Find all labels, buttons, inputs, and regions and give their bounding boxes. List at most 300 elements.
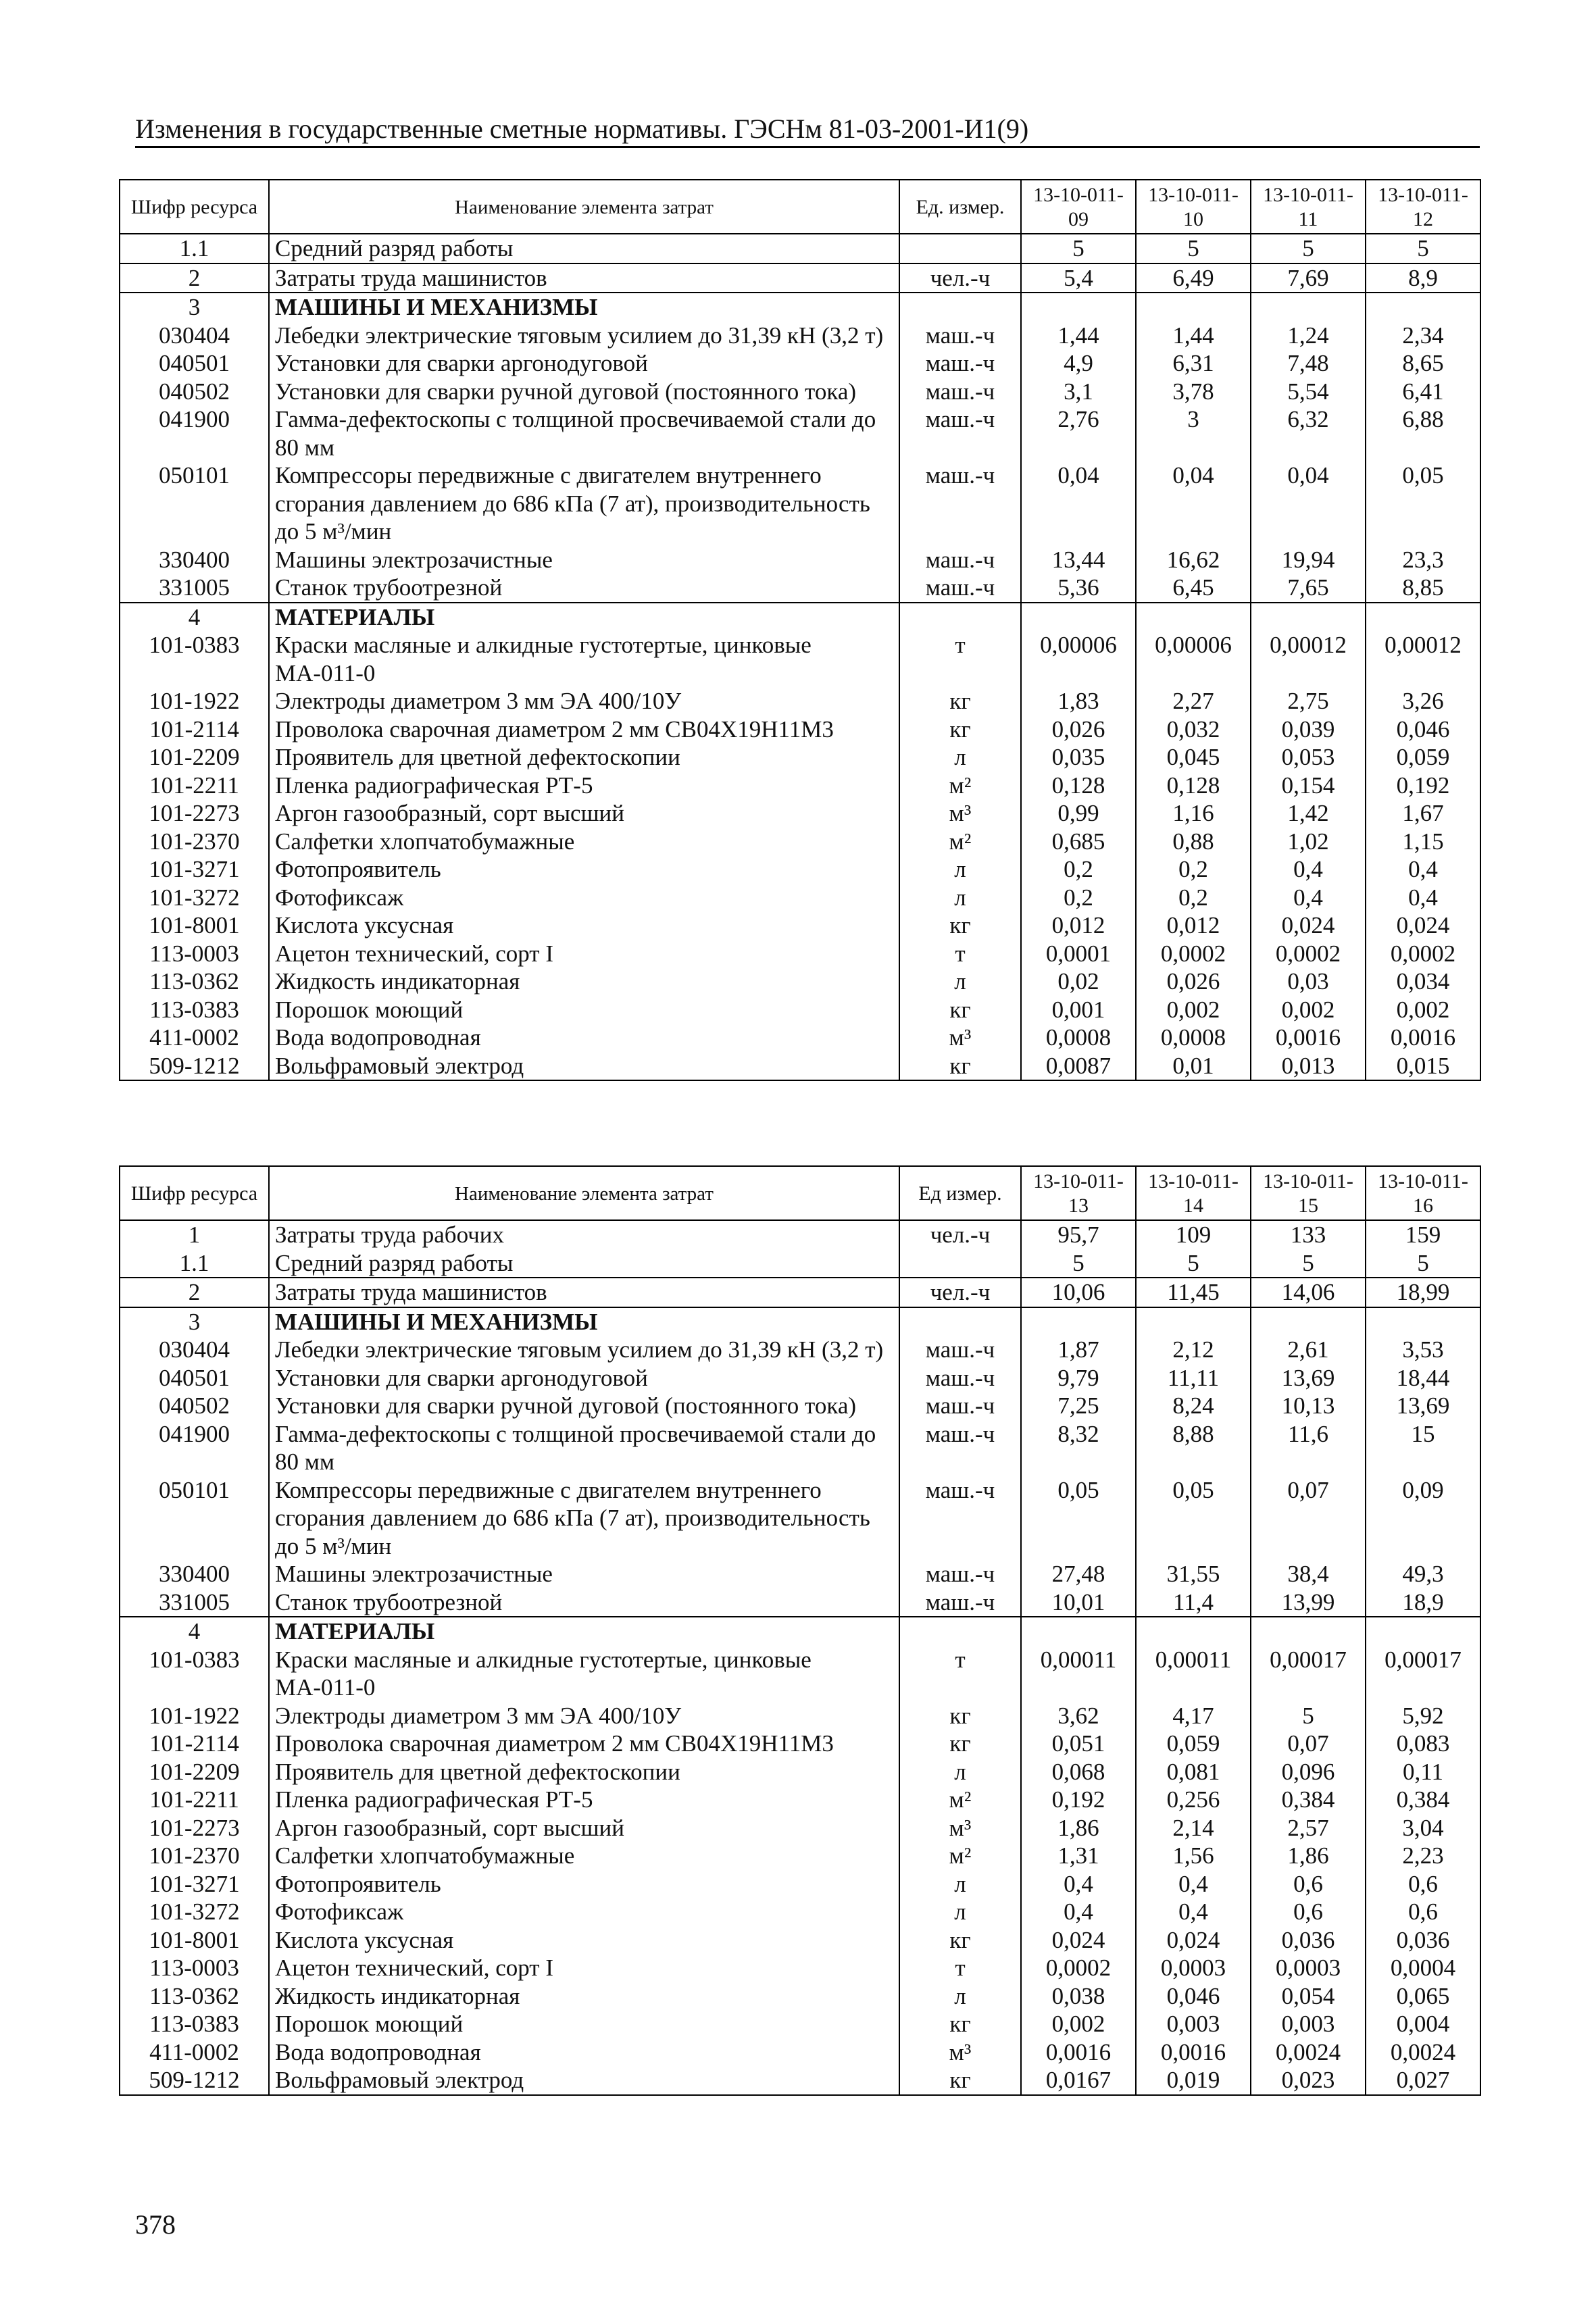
cost-element-name-cell: Аргон газообразный, сорт высший: [269, 799, 899, 828]
norm-value-cell: 0,0024: [1251, 2038, 1366, 2067]
norm-value-cell: 5,54: [1251, 378, 1366, 406]
cost-element-name-cell: Салфетки хлопчатобумажные: [269, 1842, 899, 1870]
norm-value-cell: 0,0003: [1136, 1954, 1251, 1982]
cost-element-name-cell: Гамма-дефектоскопы с толщиной просвечиваемой стали до 80 мм: [269, 1420, 899, 1476]
norm-value-cell: 0,051: [1021, 1730, 1136, 1758]
norm-value-cell: 5: [1021, 234, 1136, 263]
unit-cell: [899, 1617, 1021, 1646]
norm-value-cell: 7,65: [1251, 574, 1366, 603]
unit-cell: кг: [899, 1052, 1021, 1081]
column-header-norm: 13-10-011-11: [1251, 180, 1366, 234]
unit-cell: маш.-ч: [899, 322, 1021, 350]
unit-cell: маш.-ч: [899, 1420, 1021, 1476]
norm-value-cell: 1,24: [1251, 322, 1366, 350]
norm-value-cell: 15: [1366, 1420, 1480, 1476]
cost-element-name-cell: Станок трубоотрезной: [269, 574, 899, 603]
resource-code-cell: 4: [120, 1617, 269, 1646]
unit-cell: л: [899, 743, 1021, 772]
norm-value-cell: 0,0002: [1251, 940, 1366, 968]
table-row: [120, 1024, 1480, 1052]
table-row: [120, 1249, 1480, 1278]
column-header-unit: Ед измер.: [899, 1166, 1021, 1220]
norm-value-cell: 0,019: [1136, 2066, 1251, 2095]
unit-cell: т: [899, 631, 1021, 687]
norm-value-cell: 0,024: [1251, 911, 1366, 940]
norm-value-cell: 0,036: [1366, 1926, 1480, 1955]
table-row: [120, 2038, 1480, 2067]
column-header-norm: 13-10-011-14: [1136, 1166, 1251, 1220]
table-row: [120, 1814, 1480, 1842]
norm-value-cell: 0,04: [1251, 461, 1366, 546]
unit-cell: кг: [899, 2010, 1021, 2038]
norm-value-cell: 0,88: [1136, 828, 1251, 856]
unit-cell: м²: [899, 772, 1021, 800]
table-row: [120, 1336, 1480, 1364]
norm-value-cell: 0,04: [1021, 461, 1136, 546]
resource-code-cell: 101-2209: [120, 1758, 269, 1786]
resource-code-cell: 101-1922: [120, 1702, 269, 1730]
norm-value-cell: 0,0024: [1366, 2038, 1480, 2067]
unit-cell: маш.-ч: [899, 1336, 1021, 1364]
resource-code-cell: 030404: [120, 322, 269, 350]
table-row: [120, 828, 1480, 856]
unit-cell: кг: [899, 1702, 1021, 1730]
norm-value-cell: 0,0002: [1366, 940, 1480, 968]
norm-value-cell: 49,3: [1366, 1560, 1480, 1588]
norm-value-cell: 10,06: [1021, 1278, 1136, 1307]
norm-value-cell: 0,001: [1021, 996, 1136, 1024]
table-row: [120, 1560, 1480, 1588]
cost-element-name-cell: Порошок моющий: [269, 996, 899, 1024]
resource-code-cell: 113-0003: [120, 1954, 269, 1982]
norm-value-cell: 0,00017: [1251, 1646, 1366, 1702]
table-row: [120, 967, 1480, 996]
resource-code-cell: 040501: [120, 1364, 269, 1392]
norm-value-cell: [1021, 1307, 1136, 1336]
cost-element-name-cell: Ацетон технический, сорт I: [269, 940, 899, 968]
resource-code-cell: 101-3272: [120, 1898, 269, 1926]
norm-value-cell: 8,88: [1136, 1420, 1251, 1476]
column-header-code: Шифр ресурса: [120, 180, 269, 234]
norm-value-cell: 0,0004: [1366, 1954, 1480, 1982]
resource-code-cell: 113-0383: [120, 2010, 269, 2038]
norm-value-cell: 31,55: [1136, 1560, 1251, 1588]
resource-code-cell: 113-0362: [120, 1982, 269, 2011]
norm-value-cell: 0,0003: [1251, 1954, 1366, 1982]
cost-element-name-cell: Проявитель для цветной дефектоскопии: [269, 1758, 899, 1786]
norm-value-cell: [1366, 603, 1480, 632]
page-number: 378: [135, 2209, 176, 2240]
norm-value-cell: 11,45: [1136, 1278, 1251, 1307]
cost-element-name-cell: Вода водопроводная: [269, 2038, 899, 2067]
cost-element-name-cell: Фотофиксаж: [269, 884, 899, 912]
resource-code-cell: 101-2211: [120, 1786, 269, 1814]
norm-value-cell: 0,053: [1251, 743, 1366, 772]
resource-code-cell: 101-3272: [120, 884, 269, 912]
norm-value-cell: 5: [1251, 234, 1366, 263]
norm-value-cell: 0,6: [1251, 1870, 1366, 1898]
cost-element-name-cell: Установки для сварки аргонодуговой: [269, 349, 899, 378]
norm-value-cell: 3,26: [1366, 687, 1480, 715]
table-row: [120, 911, 1480, 940]
norm-value-cell: 0,07: [1251, 1476, 1366, 1561]
norm-value-cell: 0,065: [1366, 1982, 1480, 2011]
norm-value-cell: 0,384: [1366, 1786, 1480, 1814]
unit-cell: кг: [899, 2066, 1021, 2095]
norm-value-cell: 0,2: [1021, 855, 1136, 884]
column-header-norm: 13-10-011-09: [1021, 180, 1136, 234]
table-row: [120, 1646, 1480, 1702]
cost-element-name-cell: Кислота уксусная: [269, 1926, 899, 1955]
table-row: [120, 1926, 1480, 1955]
table-row: [120, 1392, 1480, 1420]
resource-code-cell: 411-0002: [120, 2038, 269, 2067]
norm-value-cell: 19,94: [1251, 546, 1366, 574]
norm-value-cell: 159: [1366, 1220, 1480, 1249]
resource-code-cell: 030404: [120, 1336, 269, 1364]
norm-value-cell: 8,32: [1021, 1420, 1136, 1476]
norm-value-cell: 133: [1251, 1220, 1366, 1249]
norm-value-cell: 0,6: [1366, 1898, 1480, 1926]
unit-cell: [899, 603, 1021, 632]
norm-value-cell: 0,0087: [1021, 1052, 1136, 1081]
page-header: Изменения в государственные сметные нормативы. ГЭСНм 81-03-2001-И1(9): [135, 114, 1480, 148]
table-row: [120, 772, 1480, 800]
resource-code-cell: 040501: [120, 349, 269, 378]
cost-element-name-cell: Жидкость индикаторная: [269, 1982, 899, 2011]
resource-code-cell: 101-2209: [120, 743, 269, 772]
table-row: [120, 461, 1480, 546]
norm-value-cell: 5: [1251, 1249, 1366, 1278]
table-row: [120, 1364, 1480, 1392]
column-header-norm: 13-10-011-13: [1021, 1166, 1136, 1220]
table-row: [120, 1220, 1480, 1249]
norm-value-cell: [1021, 293, 1136, 322]
unit-cell: м³: [899, 799, 1021, 828]
norm-value-cell: [1366, 1307, 1480, 1336]
norm-value-cell: 5,4: [1021, 263, 1136, 293]
norm-value-cell: 0,068: [1021, 1758, 1136, 1786]
column-header-norm: 13-10-011-10: [1136, 180, 1251, 234]
resource-code-cell: 101-3271: [120, 1870, 269, 1898]
table-row: [120, 799, 1480, 828]
norm-value-cell: 0,046: [1136, 1982, 1251, 2011]
norm-value-cell: 0,045: [1136, 743, 1251, 772]
unit-cell: чел.-ч: [899, 263, 1021, 293]
norm-value-cell: 0,02: [1021, 967, 1136, 996]
resource-code-cell: 101-2273: [120, 799, 269, 828]
norm-value-cell: 95,7: [1021, 1220, 1136, 1249]
norm-value-cell: 0,192: [1366, 772, 1480, 800]
norm-value-cell: 5: [1136, 1249, 1251, 1278]
norm-value-cell: 0,002: [1136, 996, 1251, 1024]
norm-value-cell: 6,31: [1136, 349, 1251, 378]
norm-value-cell: 0,00012: [1366, 631, 1480, 687]
unit-cell: т: [899, 1954, 1021, 1982]
norm-value-cell: 6,41: [1366, 378, 1480, 406]
cost-element-name-cell: Проволока сварочная диаметром 2 мм СВ04Х19Н11М3: [269, 715, 899, 744]
norm-value-cell: 11,4: [1136, 1588, 1251, 1617]
table-row: [120, 603, 1480, 632]
table-row: [120, 1730, 1480, 1758]
table-row: [120, 940, 1480, 968]
cost-element-name-cell: Лебедки электрические тяговым усилием до 31,39 кН (3,2 т): [269, 1336, 899, 1364]
unit-cell: кг: [899, 996, 1021, 1024]
cost-element-name-cell: Аргон газообразный, сорт высший: [269, 1814, 899, 1842]
unit-cell: маш.-ч: [899, 461, 1021, 546]
cost-element-name-cell: МАТЕРИАЛЫ: [269, 1617, 899, 1646]
cost-element-name-cell: Краски масляные и алкидные густотертые, цинковые МА-011-0: [269, 1646, 899, 1702]
resource-code-cell: 2: [120, 1278, 269, 1307]
cost-element-name-cell: Фотофиксаж: [269, 1898, 899, 1926]
norm-value-cell: 8,24: [1136, 1392, 1251, 1420]
table-row: [120, 2066, 1480, 2095]
unit-cell: маш.-ч: [899, 1588, 1021, 1617]
norm-value-cell: 0,00006: [1136, 631, 1251, 687]
norm-value-cell: 5: [1366, 1249, 1480, 1278]
resource-code-cell: 331005: [120, 574, 269, 603]
norm-value-cell: 0,0016: [1251, 1024, 1366, 1052]
norm-value-cell: 0,384: [1251, 1786, 1366, 1814]
norm-value-cell: 2,12: [1136, 1336, 1251, 1364]
norm-value-cell: 0,2: [1021, 884, 1136, 912]
table-row: [120, 996, 1480, 1024]
table-row: [120, 263, 1480, 293]
unit-cell: л: [899, 1982, 1021, 2011]
unit-cell: маш.-ч: [899, 349, 1021, 378]
unit-cell: чел.-ч: [899, 1278, 1021, 1307]
norm-value-cell: 0,2: [1136, 884, 1251, 912]
unit-cell: маш.-ч: [899, 378, 1021, 406]
norm-value-cell: [1136, 1617, 1251, 1646]
cost-element-name-cell: Салфетки хлопчатобумажные: [269, 828, 899, 856]
unit-cell: м²: [899, 1842, 1021, 1870]
norm-value-cell: [1136, 293, 1251, 322]
unit-cell: м³: [899, 1024, 1021, 1052]
resource-code-cell: 101-0383: [120, 1646, 269, 1702]
norm-value-cell: 2,57: [1251, 1814, 1366, 1842]
resource-code-cell: 040502: [120, 378, 269, 406]
cost-element-name-cell: Компрессоры передвижные с двигателем внутреннего сгорания давлением до 686 кПа (7 ат), производительность до 5 м³/мин: [269, 1476, 899, 1561]
norm-value-cell: [1251, 1307, 1366, 1336]
table-row: [120, 1617, 1480, 1646]
norm-value-cell: 109: [1136, 1220, 1251, 1249]
table-row: [120, 631, 1480, 687]
norm-value-cell: 0,01: [1136, 1052, 1251, 1081]
norm-value-cell: 4,17: [1136, 1702, 1251, 1730]
resource-code-cell: 101-2370: [120, 1842, 269, 1870]
resource-code-cell: 041900: [120, 405, 269, 461]
table-row: [120, 855, 1480, 884]
norm-value-cell: 0,002: [1251, 996, 1366, 1024]
norm-value-cell: 13,69: [1366, 1392, 1480, 1420]
norm-value-cell: 8,9: [1366, 263, 1480, 293]
norm-value-cell: 0,4: [1021, 1898, 1136, 1926]
norm-value-cell: 0,046: [1366, 715, 1480, 744]
cost-element-name-cell: Порошок моющий: [269, 2010, 899, 2038]
norm-value-cell: 3,78: [1136, 378, 1251, 406]
resource-code-cell: 101-2211: [120, 772, 269, 800]
norm-value-cell: 13,99: [1251, 1588, 1366, 1617]
norms-table-2: [119, 1165, 1481, 2096]
norm-value-cell: 5: [1251, 1702, 1366, 1730]
cost-element-name-cell: МАШИНЫ И МЕХАНИЗМЫ: [269, 293, 899, 322]
unit-cell: маш.-ч: [899, 405, 1021, 461]
norm-value-cell: 1,83: [1021, 687, 1136, 715]
norm-value-cell: 3,1: [1021, 378, 1136, 406]
column-header-name: Наименование элемента затрат: [269, 180, 899, 234]
table-row: [120, 378, 1480, 406]
norm-value-cell: 0,015: [1366, 1052, 1480, 1081]
resource-code-cell: 1.1: [120, 1249, 269, 1278]
norm-value-cell: [1136, 1307, 1251, 1336]
table-row: [120, 1898, 1480, 1926]
cost-element-name-cell: Средний разряд работы: [269, 1249, 899, 1278]
unit-cell: маш.-ч: [899, 1560, 1021, 1588]
norm-value-cell: 1,86: [1021, 1814, 1136, 1842]
norm-value-cell: 0,003: [1136, 2010, 1251, 2038]
norm-value-cell: 0,0008: [1021, 1024, 1136, 1052]
norm-value-cell: 0,083: [1366, 1730, 1480, 1758]
resource-code-cell: 101-3271: [120, 855, 269, 884]
norm-value-cell: 2,14: [1136, 1814, 1251, 1842]
norm-value-cell: 0,4: [1021, 1870, 1136, 1898]
norm-value-cell: 2,34: [1366, 322, 1480, 350]
cost-element-name-cell: Вода водопроводная: [269, 1024, 899, 1052]
resource-code-cell: 101-2273: [120, 1814, 269, 1842]
table-row: [120, 1786, 1480, 1814]
column-header-norm: 13-10-011-15: [1251, 1166, 1366, 1220]
cost-element-name-cell: Пленка радиографическая РТ-5: [269, 772, 899, 800]
table-row: [120, 743, 1480, 772]
norm-value-cell: 14,06: [1251, 1278, 1366, 1307]
table-row: [120, 1982, 1480, 2011]
table-row: [120, 1278, 1480, 1307]
norm-value-cell: 23,3: [1366, 546, 1480, 574]
norm-value-cell: 0,05: [1021, 1476, 1136, 1561]
resource-code-cell: 101-8001: [120, 911, 269, 940]
resource-code-cell: 101-2370: [120, 828, 269, 856]
resource-code-cell: 4: [120, 603, 269, 632]
unit-cell: м³: [899, 2038, 1021, 2067]
norm-value-cell: 10,01: [1021, 1588, 1136, 1617]
unit-cell: л: [899, 967, 1021, 996]
table-row: [120, 1842, 1480, 1870]
norm-value-cell: 2,61: [1251, 1336, 1366, 1364]
norm-value-cell: 10,13: [1251, 1392, 1366, 1420]
resource-code-cell: 101-0383: [120, 631, 269, 687]
cost-element-name-cell: Установки для сварки аргонодуговой: [269, 1364, 899, 1392]
norm-value-cell: 0,026: [1136, 967, 1251, 996]
norm-value-cell: 2,75: [1251, 687, 1366, 715]
table-row: [120, 1588, 1480, 1617]
resource-code-cell: 331005: [120, 1588, 269, 1617]
norm-value-cell: 0,024: [1021, 1926, 1136, 1955]
table-row: [120, 546, 1480, 574]
norm-value-cell: [1366, 1617, 1480, 1646]
cost-element-name-cell: Установки для сварки ручной дуговой (постоянного тока): [269, 378, 899, 406]
norm-value-cell: 3,62: [1021, 1702, 1136, 1730]
norm-value-cell: 0,054: [1251, 1982, 1366, 2011]
norm-value-cell: 7,25: [1021, 1392, 1136, 1420]
unit-cell: [899, 1307, 1021, 1336]
norm-value-cell: 0,081: [1136, 1758, 1251, 1786]
unit-cell: л: [899, 855, 1021, 884]
norm-value-cell: 0,03: [1251, 967, 1366, 996]
norm-value-cell: 5,36: [1021, 574, 1136, 603]
cost-element-name-cell: МАТЕРИАЛЫ: [269, 603, 899, 632]
norm-value-cell: 0,99: [1021, 799, 1136, 828]
norm-value-cell: 0,154: [1251, 772, 1366, 800]
norm-value-cell: 18,9: [1366, 1588, 1480, 1617]
norm-value-cell: 1,86: [1251, 1842, 1366, 1870]
table-row: [120, 1954, 1480, 1982]
norm-value-cell: 1,31: [1021, 1842, 1136, 1870]
norms-table-1: [119, 179, 1481, 1081]
resource-code-cell: 101-2114: [120, 1730, 269, 1758]
cost-element-name-cell: Станок трубоотрезной: [269, 1588, 899, 1617]
resource-code-cell: 330400: [120, 546, 269, 574]
unit-cell: маш.-ч: [899, 546, 1021, 574]
table-row: [120, 1420, 1480, 1476]
norm-value-cell: 0,096: [1251, 1758, 1366, 1786]
norm-value-cell: 0,192: [1021, 1786, 1136, 1814]
cost-element-name-cell: Краски масляные и алкидные густотертые, цинковые МА-011-0: [269, 631, 899, 687]
norm-value-cell: 0,6: [1251, 1898, 1366, 1926]
norm-value-cell: 0,036: [1251, 1926, 1366, 1955]
norm-value-cell: 0,07: [1251, 1730, 1366, 1758]
norm-value-cell: 1,02: [1251, 828, 1366, 856]
unit-cell: [899, 1249, 1021, 1278]
norm-value-cell: 0,00011: [1021, 1646, 1136, 1702]
column-header-unit: Ед. измер.: [899, 180, 1021, 234]
norm-value-cell: 0,012: [1021, 911, 1136, 940]
table-row: [120, 293, 1480, 322]
norm-value-cell: 8,85: [1366, 574, 1480, 603]
norm-value-cell: 0,0016: [1021, 2038, 1136, 2067]
norm-value-cell: 0,256: [1136, 1786, 1251, 1814]
norm-value-cell: 1,44: [1136, 322, 1251, 350]
norm-value-cell: 0,0008: [1136, 1024, 1251, 1052]
resource-code-cell: 101-1922: [120, 687, 269, 715]
resource-code-cell: 509-1212: [120, 2066, 269, 2095]
norm-value-cell: 6,49: [1136, 263, 1251, 293]
norm-value-cell: 0,00006: [1021, 631, 1136, 687]
norm-value-cell: 5: [1136, 234, 1251, 263]
resource-code-cell: 2: [120, 263, 269, 293]
cost-element-name-cell: Электроды диаметром 3 мм ЭА 400/10У: [269, 687, 899, 715]
cost-element-name-cell: Проволока сварочная диаметром 2 мм СВ04Х19Н11М3: [269, 1730, 899, 1758]
unit-cell: л: [899, 1758, 1021, 1786]
resource-code-cell: 040502: [120, 1392, 269, 1420]
norm-value-cell: 3,04: [1366, 1814, 1480, 1842]
cost-element-name-cell: Вольфрамовый электрод: [269, 2066, 899, 2095]
resource-code-cell: 101-8001: [120, 1926, 269, 1955]
norm-value-cell: 1,67: [1366, 799, 1480, 828]
norm-value-cell: 0,2: [1136, 855, 1251, 884]
cost-element-name-cell: Кислота уксусная: [269, 911, 899, 940]
norm-value-cell: 0,00012: [1251, 631, 1366, 687]
norm-value-cell: 0,0001: [1021, 940, 1136, 968]
table-row: [120, 2010, 1480, 2038]
norm-value-cell: 27,48: [1021, 1560, 1136, 1588]
norm-value-cell: 0,034: [1366, 967, 1480, 996]
cost-element-name-cell: Гамма-дефектоскопы с толщиной просвечиваемой стали до 80 мм: [269, 405, 899, 461]
norm-value-cell: [1021, 603, 1136, 632]
norm-value-cell: 3: [1136, 405, 1251, 461]
norm-value-cell: 0,4: [1136, 1898, 1251, 1926]
norm-value-cell: 0,059: [1366, 743, 1480, 772]
